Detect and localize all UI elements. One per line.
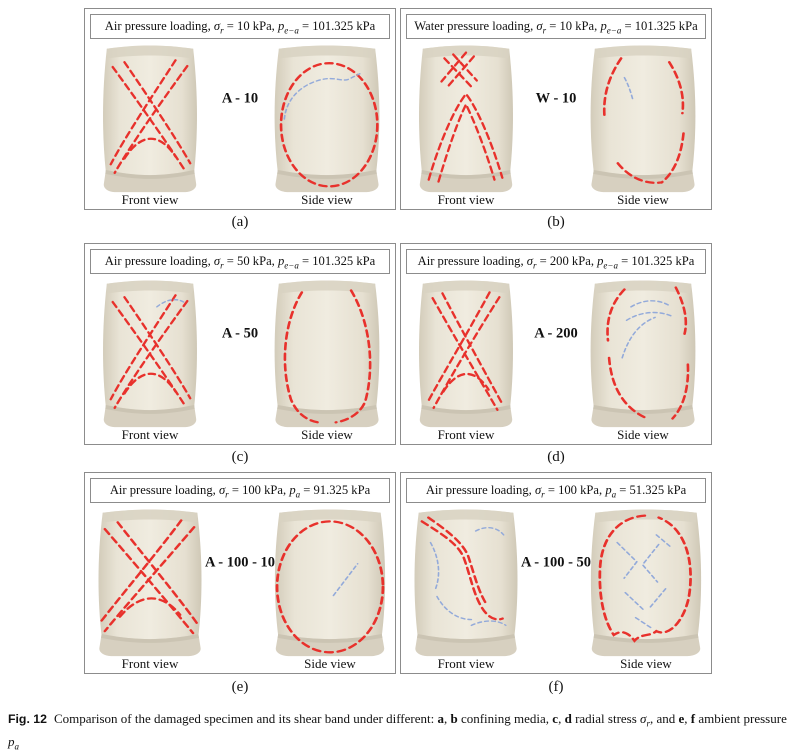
panel-f-header — [406, 478, 706, 503]
front-view-label: Front view — [437, 656, 495, 671]
specimen-side-photo — [585, 506, 707, 660]
panel-a — [84, 8, 396, 210]
sigma-symbol: σ — [534, 483, 542, 497]
caption-text: radial stress — [571, 711, 641, 726]
header-text: Air pressure loading, — [417, 254, 527, 268]
panel-e-header — [90, 478, 390, 503]
header-text: = 91.325 kPa — [300, 483, 371, 497]
specimen-side-photo — [585, 42, 701, 196]
header-text: = 51.325 kPa — [616, 483, 687, 497]
side-view-label: Side view — [301, 427, 353, 442]
caption-text: , — [684, 711, 691, 726]
specimen-id-label: A - 100 - 50 — [520, 554, 592, 571]
figure-caption — [8, 709, 794, 754]
side-view-label: Side view — [620, 656, 672, 671]
caption-text: confining media, — [457, 711, 553, 726]
panel-e — [84, 472, 396, 674]
panel-b-letter: (b) — [547, 214, 565, 230]
sigma-symbol: σ — [536, 19, 543, 33]
specimen-side-photo — [269, 506, 391, 660]
sigma-symbol: σ — [218, 483, 226, 497]
side-view-label: Side view — [301, 192, 353, 207]
sigma-subscript: r — [532, 260, 537, 271]
panel-c-header — [90, 249, 390, 274]
specimen-front-photo — [98, 277, 202, 431]
caption-marker-b: b — [450, 711, 458, 726]
specimen-side-photo — [269, 42, 385, 196]
p-subscript: a — [611, 489, 617, 500]
sigma-subscript: r — [225, 489, 229, 500]
header-text: = 100 kPa, — [228, 483, 290, 497]
panel-a-letter: (a) — [231, 214, 249, 230]
panel-b — [400, 8, 712, 210]
specimen-front-photo — [98, 42, 202, 196]
specimen-id-label: A - 100 - 10 — [204, 554, 276, 571]
header-text: = 10 kPa, — [546, 19, 601, 33]
p-symbol: p — [605, 483, 612, 497]
header-text: Water pressure loading, — [414, 19, 537, 33]
p-symbol: p — [289, 483, 296, 497]
sigma-subscript: r — [220, 25, 224, 36]
p-symbol: p — [600, 19, 607, 33]
header-text: = 100 kPa, — [544, 483, 606, 497]
specimen-front-photo — [409, 506, 523, 660]
caption-marker-f: f — [690, 711, 696, 726]
caption-text: ambient pressure — [695, 711, 787, 726]
header-text: = 10 kPa, — [223, 19, 278, 33]
panel-c — [84, 243, 396, 445]
sigma-symbol: σ — [213, 19, 221, 33]
caption-text: Comparison of the damaged specimen and its shear band under different: — [53, 711, 438, 726]
specimen-front-photo — [93, 506, 207, 660]
side-view-label: Side view — [304, 656, 356, 671]
p-subscript: e−a — [284, 25, 299, 36]
header-text: Air pressure loading, — [425, 483, 535, 497]
p-symbol: p — [277, 19, 285, 33]
sigma-subscript: r — [646, 718, 650, 729]
p-symbol: p — [277, 254, 285, 268]
panel-c-letter: (c) — [231, 449, 249, 465]
specimen-id-label: A - 200 — [534, 325, 578, 342]
side-view-label: Side view — [617, 192, 669, 207]
specimen-front-photo — [414, 42, 518, 196]
sigma-symbol: σ — [526, 254, 533, 268]
specimen-side-photo — [585, 277, 701, 431]
front-view-label: Front view — [437, 192, 495, 207]
p-subscript: e−a — [606, 25, 622, 36]
caption-marker-d: d — [564, 711, 572, 726]
p-subscript: a — [295, 489, 301, 500]
caption-text: , and — [649, 711, 679, 726]
front-view-label: Front view — [121, 656, 179, 671]
front-view-label: Front view — [121, 427, 179, 442]
specimen-id-label: W - 10 — [535, 90, 577, 107]
sigma-symbol: σ — [640, 711, 647, 726]
p-subscript: e−a — [284, 260, 299, 271]
header-text: = 200 kPa, — [536, 254, 598, 268]
header-text: = 101.325 kPa — [618, 254, 695, 268]
panel-e-letter: (e) — [231, 679, 249, 695]
header-text: = 50 kPa, — [223, 254, 278, 268]
panel-b-header — [406, 14, 706, 39]
specimen-front-photo — [414, 277, 518, 431]
caption-text: , — [443, 711, 451, 726]
panel-d-letter: (d) — [547, 449, 565, 465]
sigma-symbol: σ — [213, 254, 221, 268]
header-text: Air pressure loading, — [109, 483, 219, 497]
sigma-subscript: r — [541, 489, 545, 500]
specimen-id-label: A - 10 — [221, 90, 259, 107]
p-symbol: p — [597, 254, 604, 268]
panel-d — [400, 243, 712, 445]
p-symbol: p — [8, 733, 15, 749]
header-text: = 101.325 kPa — [621, 19, 698, 33]
caption-text: , — [558, 711, 565, 726]
header-text: Air pressure loading, — [104, 254, 214, 268]
caption-marker-e: e — [678, 711, 685, 726]
figure-number: Fig. 12 — [8, 712, 47, 726]
header-text: = 101.325 kPa — [298, 19, 376, 33]
header-text: = 101.325 kPa — [298, 254, 376, 268]
caption-marker-a: a — [437, 711, 444, 726]
panel-d-header — [406, 249, 706, 274]
caption-marker-c: c — [552, 711, 559, 726]
panel-a-header — [90, 14, 390, 39]
panel-f — [400, 472, 712, 674]
specimen-id-label: A - 50 — [221, 325, 259, 342]
specimen-side-photo — [269, 277, 385, 431]
p-subscript: e−a — [603, 260, 618, 271]
sigma-subscript: r — [220, 260, 224, 271]
p-subscript: a — [14, 741, 19, 752]
side-view-label: Side view — [617, 427, 669, 442]
panel-f-letter: (f) — [548, 679, 564, 695]
sigma-subscript: r — [542, 25, 547, 36]
front-view-label: Front view — [121, 192, 179, 207]
front-view-label: Front view — [437, 427, 495, 442]
header-text: Air pressure loading, — [104, 19, 214, 33]
